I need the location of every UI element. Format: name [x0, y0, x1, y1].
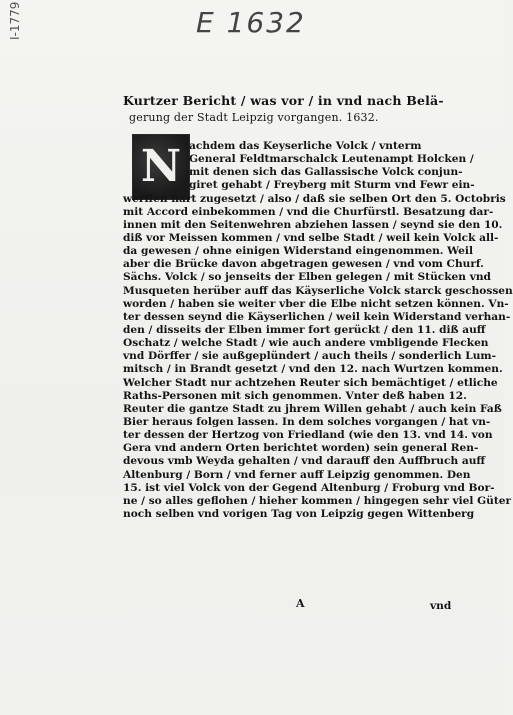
- title-line-2: gerung der Stadt Leipzig vorgangen. 1632.: [129, 111, 379, 124]
- body-text: [123, 140, 513, 521]
- text-line: werffen hart zugesetzt / also / daß sie selben Ort den 5. Octobris: [123, 192, 506, 205]
- text-line: mit denen sich das Gallassische Volck conjun-: [189, 166, 463, 179]
- text-line: innen mit den Seitenwehren abziehen lassen / seynd sie den 10.: [123, 218, 503, 231]
- title-line-1: Kurtzer Bericht / was vor / in vnd nach Belä-: [123, 93, 444, 108]
- text-line: Welcher Stadt nur achtzehen Reuter sich bemächtiget / etliche: [123, 376, 498, 389]
- text-line: aber die Brücke davon abgetragen gewesen / vnd vom Churf.: [123, 258, 484, 271]
- text-line: mit Accord einbekommen / vnd die Churfürstl. Besatzung dar-: [123, 205, 494, 218]
- text-line: noch selben vnd vorigen Tag von Leipzig gegen Wittenberg: [123, 507, 475, 520]
- text-line: ter dessen seynd die Käyserlichen / weil kein Widerstand verhan-: [123, 310, 511, 323]
- text-line: Sächs. Volck / so jenseits der Elben gelegen / mit Stücken vnd: [123, 271, 491, 284]
- signature-mark: A: [296, 597, 305, 610]
- catchword: vnd: [430, 600, 452, 612]
- text-line: den / disseits der Elben immer fort gerückt / den 11. diß auff: [123, 323, 486, 336]
- archive-mark-left: I-1779: [8, 1, 22, 40]
- text-line: giret gehabt / Freyberg mit Sturm vnd Fewr ein-: [189, 179, 475, 192]
- initial-letter: N: [140, 141, 182, 192]
- text-line: General Feldtmarschalck Leutenampt Holcken /: [189, 153, 474, 166]
- archive-mark-top: E 1632: [196, 6, 306, 39]
- text-line: Oschatz / welche Stadt / wie auch andere vmbligende Flecken: [123, 337, 489, 350]
- text-line: da gewesen / ohne einigen Widerstand eingenommen. Weil: [123, 245, 473, 258]
- text-line: mitsch / in Brandt gesetzt / vnd den 12. nach Wurtzen kommen.: [123, 363, 503, 376]
- text-line: ne / so alles geflohen / hieher kommen / hingegen sehr viel Güter: [123, 494, 512, 507]
- text-line: diß vor Meissen kommen / vnd selbe Stadt / weil kein Volck all-: [123, 231, 499, 244]
- text-line: worden / haben sie weiter vber die Elbe nicht setzen können. Vn-: [123, 297, 509, 310]
- document-title: [123, 92, 463, 126]
- text-line: vnd Dörffer / sie außgeplündert / auch theils / sonderlich Lum-: [123, 350, 497, 363]
- text-line: Reuter die gantze Stadt zu jhrem Willen gehabt / auch kein Faß: [123, 402, 502, 415]
- text-line: devous vmb Weyda gehalten / vnd darauff den Auffbruch auff: [123, 455, 486, 468]
- text-line: 15. ist viel Volck von der Gegend Altenburg / Froburg vnd Bor-: [123, 481, 495, 494]
- text-line: ter dessen der Hertzog von Friedland (wie den 13. vnd 14. von: [123, 429, 493, 442]
- text-line: achdem das Keyserliche Volck / vnterm: [189, 140, 422, 152]
- text-line: Gera vnd andern Orten berichtet worden) sein general Ren-: [123, 442, 479, 455]
- text-line: Musqueten herüber auff das Käyserliche Volck starck geschossen: [123, 284, 513, 297]
- text-line: Raths-Personen mit sich genommen. Vnter deß haben 12.: [123, 389, 467, 402]
- text-line: Bier heraus folgen lassen. In dem solches vorgangen / hat vn-: [123, 415, 491, 428]
- text-line: Altenburg / Born / vnd ferner auff Leipzig genommen. Den: [123, 468, 471, 481]
